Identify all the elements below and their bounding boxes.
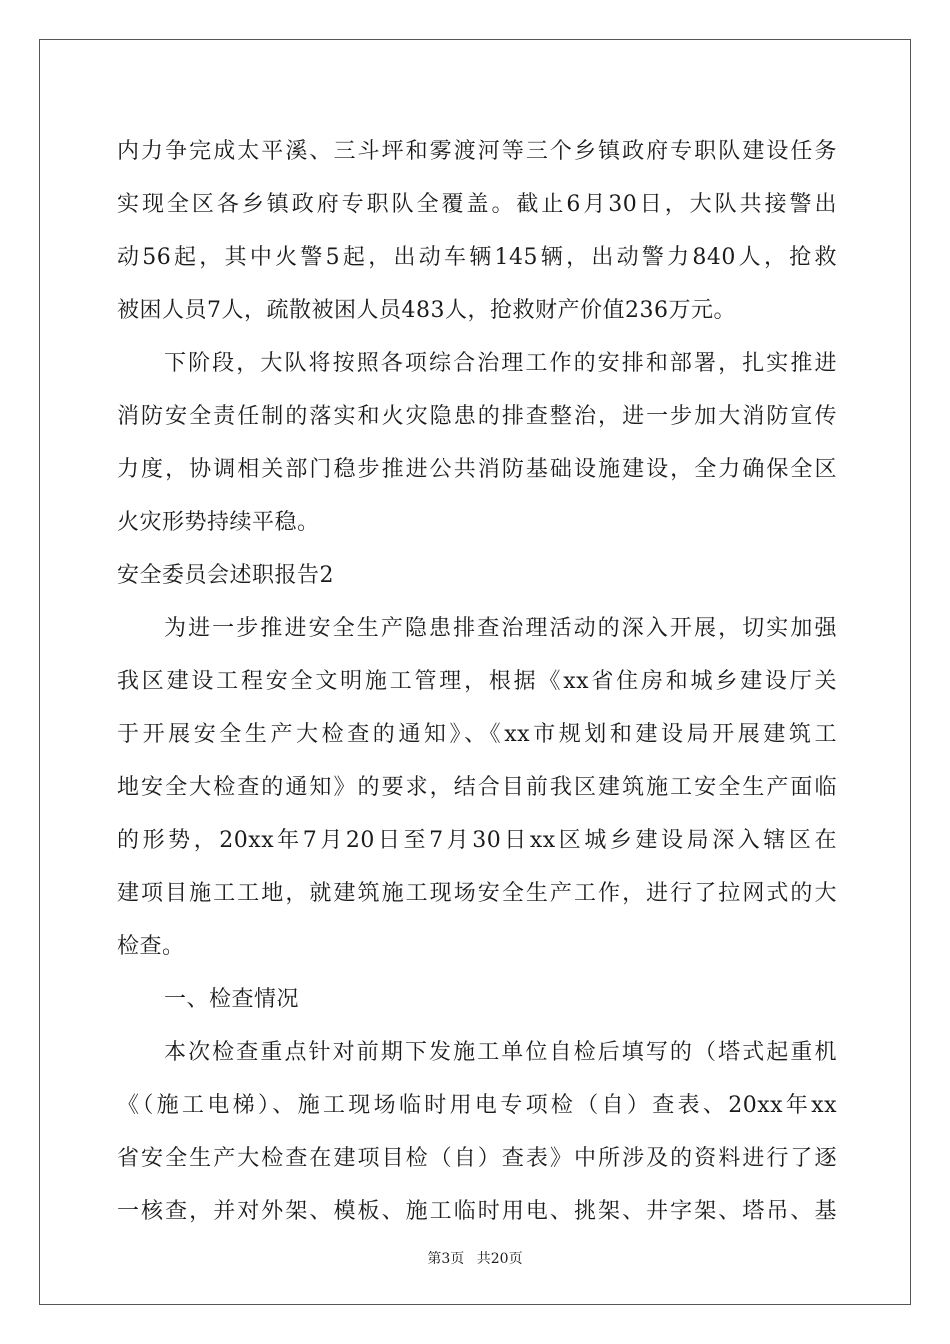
- text-line: 本次检查重点针对前期下发施工单位自检后填写的（塔式起重机: [164, 1040, 837, 1065]
- text-line: 于开展安全生产大检查的通知》、《xx市规划和建设局开展建筑工: [117, 722, 837, 747]
- text-line: 火灾形势持续平稳。: [117, 510, 320, 535]
- page-footer: [0, 1248, 950, 1268]
- text-line: 我区建设工程安全文明施工管理，根据《xx省住房和城乡建设厅关: [117, 669, 837, 694]
- text-line: 被困人员7人，疏散被困人员483人，抢救财产价值236万元。: [117, 298, 736, 323]
- text-line: 消防安全责任制的落实和火灾隐患的排查整治，进一步加大消防宣传: [117, 404, 837, 429]
- text-line: 地安全大检查的通知》的要求，结合目前我区建筑施工安全生产面临: [117, 775, 837, 800]
- text-line: 《（施工电梯）、施工现场临时用电专项检（自）查表、20xx年xx: [117, 1093, 837, 1118]
- text-line: 实现全区各乡镇政府专职队全覆盖。截止6月30日，大队共接警出: [117, 192, 837, 217]
- document-body: [117, 125, 837, 1238]
- text-line: 的形势，20xx年7月20日至7月30日xx区城乡建设局深入辖区在: [117, 828, 837, 853]
- section-heading: 安全委员会述职报告2: [117, 563, 334, 588]
- text-line: 一、检查情况: [164, 987, 300, 1012]
- text-line: 力度，协调相关部门稳步推进公共消防基础设施建设，全力确保全区: [117, 457, 837, 482]
- page-current: 第3页: [427, 1251, 465, 1267]
- text-line: 内力争完成太平溪、三斗坪和雾渡河等三个乡镇政府专职队建设任务: [117, 139, 837, 164]
- text-line: 动56起，其中火警5起，出动车辆145辆，出动警力840人，抢救: [117, 245, 837, 270]
- page-total: 共20页: [476, 1251, 523, 1267]
- text-line: 一核查，并对外架、模板、施工临时用电、挑架、井字架、塔吊、基: [117, 1199, 837, 1224]
- text-line: 省安全生产大检查在建项目检（自）查表》中所涉及的资料进行了逐: [117, 1146, 837, 1171]
- text-line: 下阶段，大队将按照各项综合治理工作的安排和部署，扎实推进: [164, 351, 837, 376]
- text-line: 为进一步推进安全生产隐患排查治理活动的深入开展，切实加强: [164, 616, 837, 641]
- text-line: 建项目施工工地，就建筑施工现场安全生产工作，进行了拉网式的大: [117, 881, 837, 906]
- text-line: 检查。: [117, 934, 185, 959]
